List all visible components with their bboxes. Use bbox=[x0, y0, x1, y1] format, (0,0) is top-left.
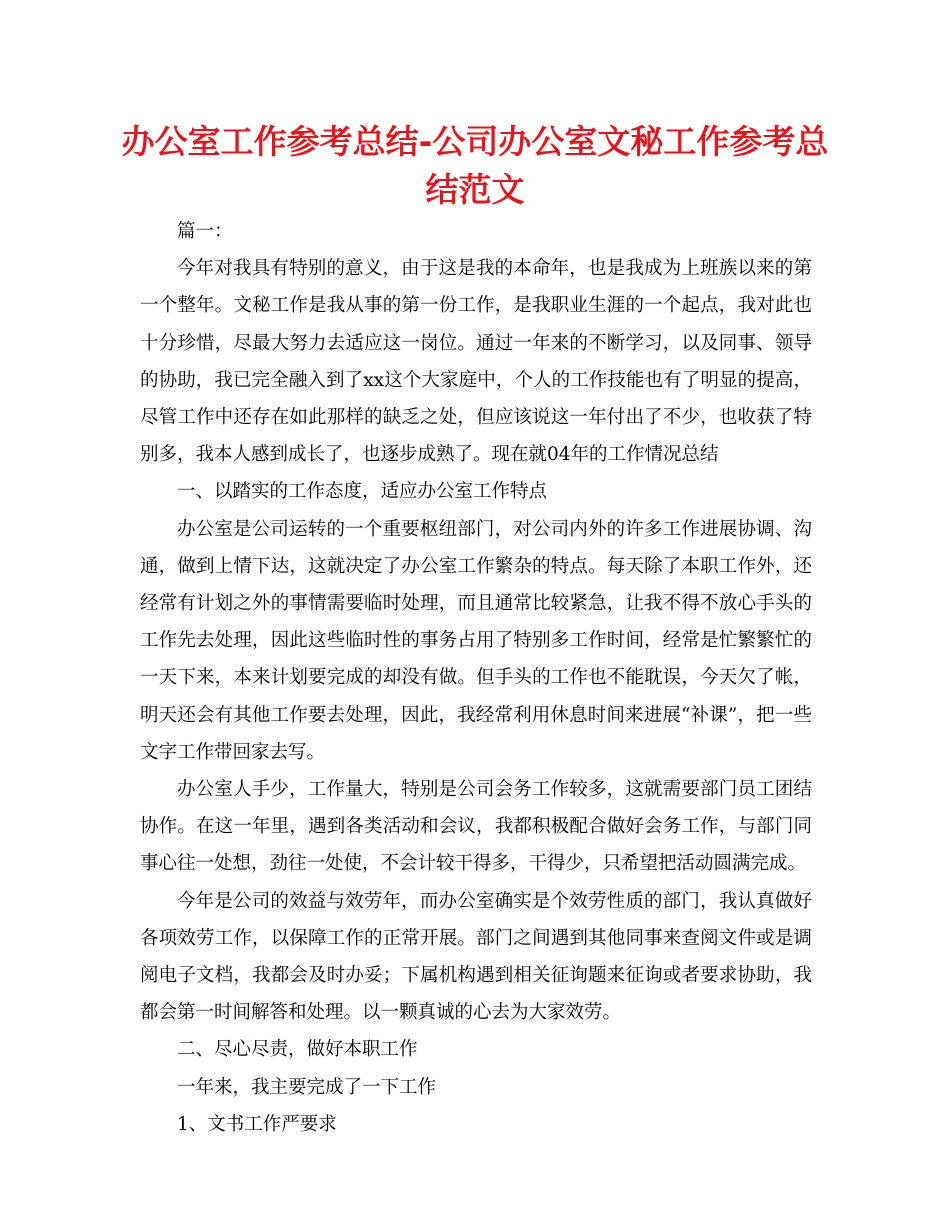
paragraph-office-hub: 办公室是公司运转的一个重要枢纽部门，对公司内外的许多工作进展协调、沟通，做到上情下达，这就决定了办公室工作繁杂的特点。每天除了本职工作外，还经常有计划之外的事情需要临时处理，而且通常比较紧急，让我不得不放心手头的工作先去处理，因此这些临时性的事务占用了特别多工作时间，经常是忙繁繁忙的一天下来，本来计划要完成的却没有做。但手头的工作也不能耽误，今天欠了帐，明天还会有其他工作要去处理，因此，我经常利用休息时间来进展“补课”，把一些文字工作带回家去写。 bbox=[140, 518, 812, 763]
paragraph-intro: 今年对我具有特别的意义，由于这是我的本命年，也是我成为上班族以来的第一个整年。文秘工作是我从事的第一份工作，是我职业生涯的一个起点，我对此也十分珍惜，尽最大努力去适应这一岗位。通过一年来的不断学习，以及同事、领导的协助，我已完全融入到了xx这个大家庭中，个人的工作技能也有了明显的提高，尽管工作中还存在如此那样的缺乏之处，但应该说这一年付出了不少，也收获了特别多，我本人感到成长了，也逐步成熟了。现在就04年的工作情况总结 bbox=[140, 258, 812, 466]
paragraph-work-list-intro: 一年来，我主要完成了一下工作 bbox=[177, 1076, 437, 1098]
paragraph-teamwork: 办公室人手少，工作量大，特别是公司会务工作较多，这就需要部门员工团结协作。在这一年里，遇到各类活动和会议，我都积极配合做好会务工作，与部门同事心往一处想，劲往一处使，不会计较干得多，干得少，只希望把活动圆满完成。 bbox=[140, 779, 812, 875]
document-title: 办公室工作参考总结-公司办公室文秘工作参考总结范文 bbox=[121, 122, 829, 209]
paragraph-service: 今年是公司的效益与效劳年，而办公室确实是个效劳性质的部门，我认真做好各项效劳工作，以保障工作的正常开展。部门之间遇到其他同事来查阅文件或是调阅电子文档，我都会及时办妥；下属机构遇到相关征询题来征询或者要求协助，我都会第一时间解答和处理。以一颗真诚的心去为大家效劳。 bbox=[140, 890, 812, 1024]
document-body bbox=[140, 213, 812, 1143]
heading-section-two: 二、尽心尽责，做好本职工作 bbox=[177, 1039, 418, 1061]
paragraph-section-label: 篇一： bbox=[177, 221, 233, 242]
list-item-document-work: 1、文书工作严要求 bbox=[177, 1113, 337, 1135]
heading-section-one: 一、以踏实的工作态度，适应办公室工作特点 bbox=[177, 481, 548, 503]
